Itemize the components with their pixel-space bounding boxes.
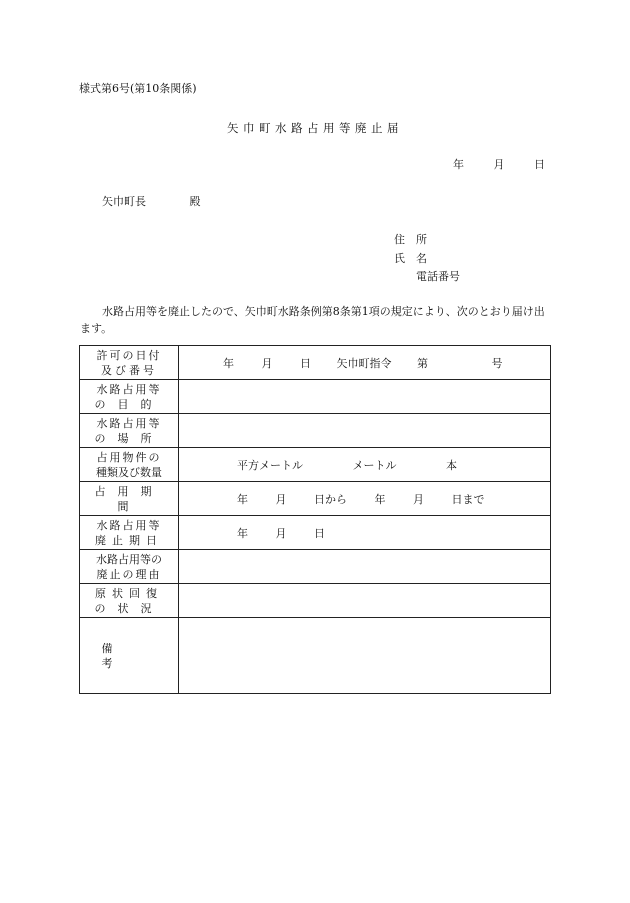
label-quantity-line1: 占用物件の (96, 450, 162, 464)
form-title: 矢巾町水路占用等廃止届 (227, 121, 403, 135)
label-period-line1: 占用期間 (94, 484, 164, 513)
value-purpose (179, 380, 551, 414)
period-from-year: 年 (237, 492, 248, 506)
value-location (179, 414, 551, 448)
address-line (394, 231, 460, 250)
addressee-name: 矢巾町長 (102, 195, 146, 208)
table-row-abolish-date (80, 516, 551, 550)
label-permit-line2: 及び番号 (101, 363, 157, 377)
date-month: 月 (493, 158, 505, 171)
permit-day: 日 (300, 356, 311, 370)
body-text: 水路占用等を廃止したので、矢巾町水路条例第8条第1項の規定により、次のとおり届け出ます。 (80, 305, 545, 335)
applicant-block (394, 231, 460, 287)
label-reason-line2: 廃止の理由 (96, 567, 162, 581)
value-period (179, 482, 551, 516)
label-abolish-date-line1: 水路占用等 (96, 518, 162, 532)
period-to-day: 日まで (451, 492, 485, 506)
addressee (102, 193, 201, 209)
label-restoration (80, 584, 179, 618)
label-period (80, 482, 179, 516)
value-restoration (179, 584, 551, 618)
period-from-month: 月 (275, 492, 287, 506)
permit-no-suffix: 号 (491, 356, 503, 370)
permit-issuer: 矢巾町指令 (336, 356, 392, 370)
permit-month: 月 (261, 356, 273, 370)
name-line (394, 250, 460, 269)
label-purpose-line2: の目的 (94, 397, 164, 411)
label-remarks (80, 618, 179, 694)
label-permit (80, 346, 179, 380)
quantity-count: 本 (446, 458, 457, 472)
value-permit (179, 346, 551, 380)
table-row-restoration (80, 584, 551, 618)
abolish-month: 月 (275, 526, 287, 540)
label-purpose (80, 380, 179, 414)
phone-label: 電話番号 (416, 270, 460, 283)
address-label: 住 所 (394, 233, 427, 246)
submission-date (453, 156, 545, 172)
form-table (79, 345, 551, 694)
date-day: 日 (534, 158, 545, 171)
value-abolish-date (179, 516, 551, 550)
label-location-line1: 水路占用等 (96, 416, 162, 430)
abolish-day: 日 (314, 526, 325, 540)
form-number: 様式第6号(第10条関係) (79, 82, 197, 95)
addressee-honorific: 殿 (189, 195, 201, 208)
phone-line (394, 268, 460, 287)
name-label: 氏 名 (394, 251, 427, 265)
label-abolish-date (80, 516, 179, 550)
quantity-sqm: 平方メートル (237, 458, 303, 472)
value-reason (179, 550, 551, 584)
period-to-year: 年 (374, 492, 386, 506)
abolish-year: 年 (237, 526, 248, 540)
table-row-period (80, 482, 551, 516)
label-quantity-line2: 種類及び数量 (96, 465, 162, 479)
table-row-remarks (80, 618, 551, 694)
table-row-quantity (80, 448, 551, 482)
label-restoration-line1: 原状回復 (95, 586, 163, 600)
permit-year: 年 (223, 356, 234, 370)
table-row-reason (80, 550, 551, 584)
table-row-permit (80, 346, 551, 380)
label-location (80, 414, 179, 448)
label-permit-line1: 許可の日付 (96, 348, 162, 362)
label-reason (80, 550, 179, 584)
date-year: 年 (453, 158, 464, 171)
value-quantity (179, 448, 551, 482)
period-from-day: 日から (314, 492, 347, 506)
period-to-month: 月 (413, 492, 424, 506)
label-purpose-line1: 水路占用等 (96, 382, 162, 396)
label-remarks-line1: 備考 (101, 641, 165, 670)
quantity-m: メートル (352, 458, 397, 472)
label-abolish-date-line2: 廃止期日 (95, 533, 163, 547)
table-row-purpose (80, 380, 551, 414)
table-row-location (80, 414, 551, 448)
label-quantity (80, 448, 179, 482)
value-remarks (179, 618, 551, 694)
label-reason-line1: 水路占用等の (96, 552, 162, 566)
label-restoration-line2: の状況 (94, 601, 164, 615)
label-location-line2: の場所 (94, 431, 164, 445)
permit-no-prefix: 第 (417, 356, 428, 370)
